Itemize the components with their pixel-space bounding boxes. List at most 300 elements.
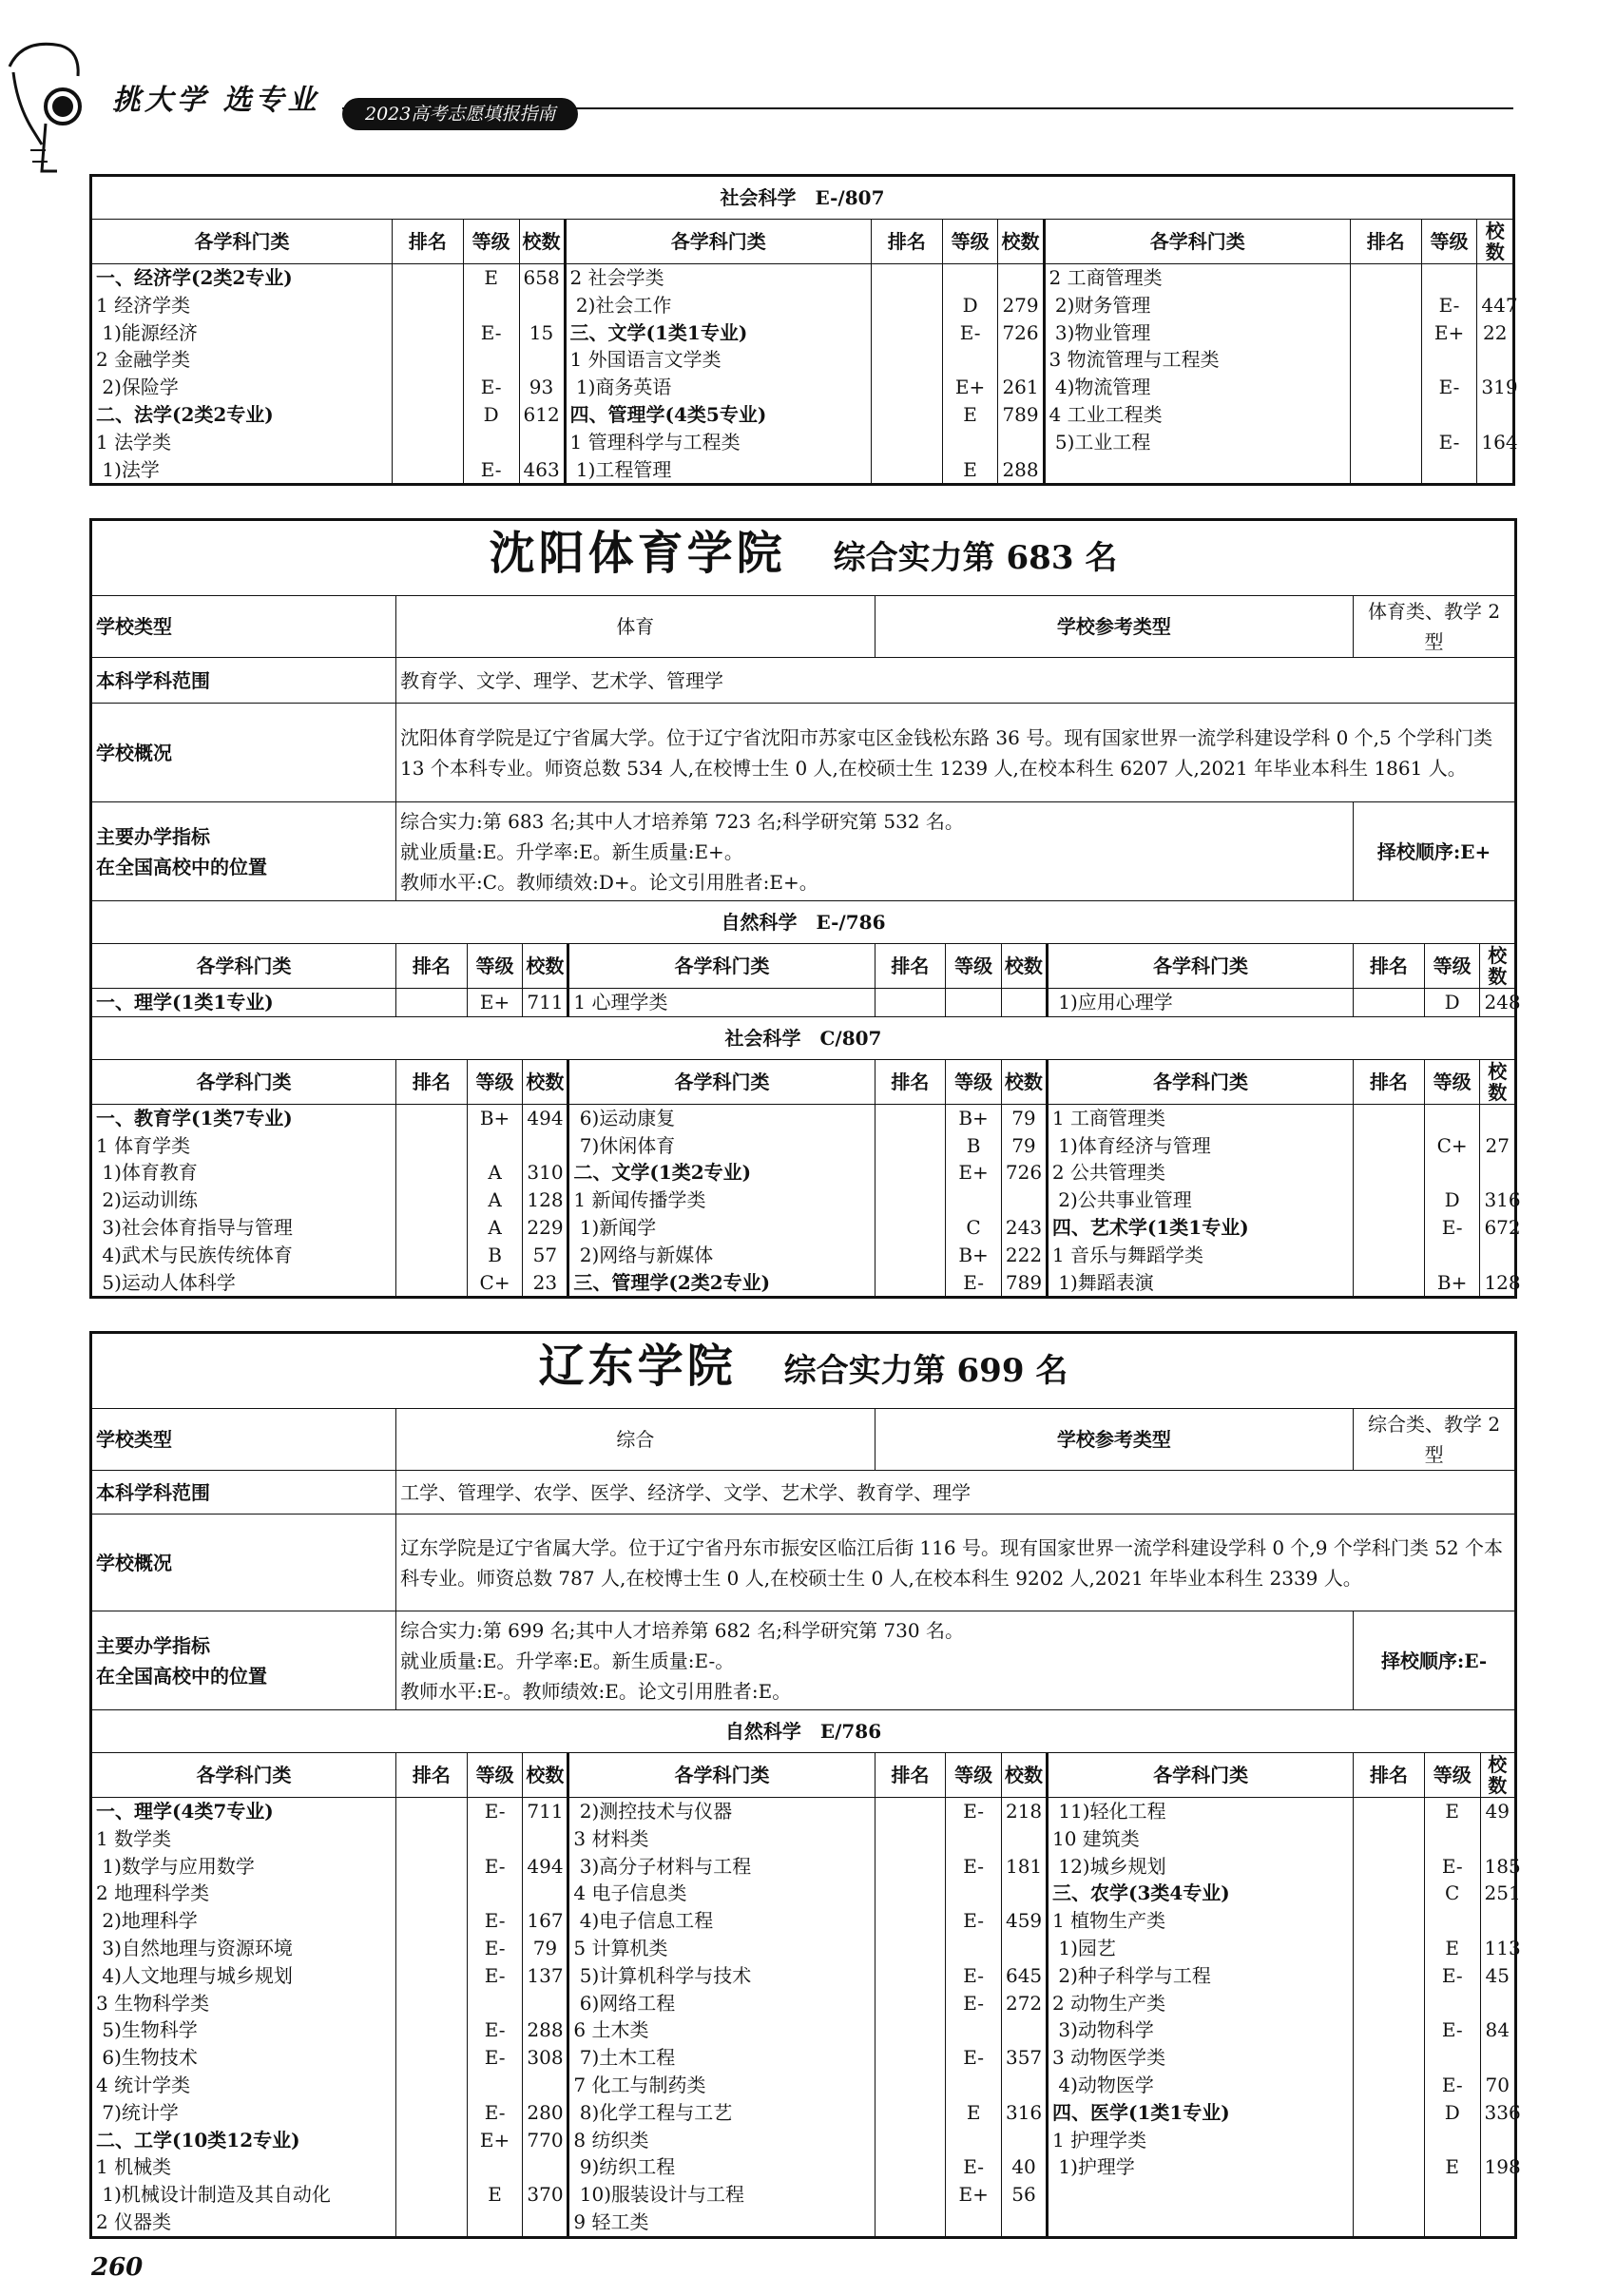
category-cell: 1)体育教育 [96,1161,198,1185]
overview: 沈阳体育学院是辽宁省属大学。位于辽宁省沈阳市苏家屯区金钱松东路 36 号。现有国家世界一流学科建设学科 0 个,5 个学科门类 13 个本科专业。师资总数 534 人,在校博士生 0 人,在校硕士生 1239 人,在校本科生 6207 人,2021 年毕业本科生 1861 人。 [396,704,1515,802]
rank-cell [400,1132,463,1160]
label-scope: 本科学科范围 [92,658,396,704]
category-cell: 7)土木工程 [573,2046,676,2070]
grade-column [467,989,523,1017]
grade-cell [468,292,515,319]
count-column [519,264,565,484]
grade-cell: E [1445,2155,1460,2179]
category-cell [1052,2209,1349,2236]
count-cell [1006,1935,1042,1962]
column-header-row: 各学科门类 排名 等级 校数 各学科门类 排名 等级 校数 各学科门类 排名 等级 校数 [92,1059,1515,1104]
label-school-type: 学校类型 [92,596,396,658]
grade-cell: E- [484,1854,506,1878]
count-cell [1006,2209,1042,2236]
rank-cell [879,1242,942,1269]
category-cell: 四、管理学(4类5专业) [569,402,767,426]
category-cell: 1 法学类 [96,430,172,453]
count-column [523,1104,568,1297]
category-cell: 1)体育经济与管理 [1051,1133,1211,1157]
category-cell: 4)武术与民族传统体育 [96,1243,293,1266]
column-header-row: 各学科门类 排名 等级 校数 各学科门类 排名 等级 校数 各学科门类 排名 等级 校数 [92,944,1515,989]
top-social-science-table [89,174,1518,486]
category-column [568,1104,875,1297]
count-cell: 658 [523,266,560,289]
scope: 教育学、文学、理学、艺术学、管理学 [396,658,1515,704]
rank-cell [1357,1269,1420,1297]
grade-cell: A [488,1215,502,1239]
category-column [568,989,875,1017]
grade-column [467,1798,523,2237]
count-cell: 316 [1484,1188,1521,1212]
grade-cell: E- [963,1854,985,1878]
count-column [1001,1798,1047,2237]
rank-column [1354,1798,1425,2237]
school-rank: 综合实力第 683 名 [833,539,1118,578]
category-cell: 1)数学与应用数学 [96,1854,255,1878]
category-cell: 5)生物科学 [96,2018,198,2042]
count-cell: 280 [527,2100,564,2124]
category-column [1044,264,1350,484]
rank-cell [400,1159,463,1187]
count-cell: 137 [527,1963,564,1987]
count-cell: 185 [1484,1854,1521,1878]
rank-cell [879,1187,942,1214]
category-cell: 3)社会体育指导与管理 [96,1215,293,1239]
count-cell: 251 [1484,1881,1521,1905]
rank-cell [875,401,938,429]
rank-cell [875,319,938,347]
category-column [92,1798,396,2237]
count-cell: 645 [1005,1963,1043,1987]
count-cell: 789 [1005,1270,1043,1294]
category-cell: 6)生物技术 [96,2046,198,2070]
grade-cell: E+ [958,2183,989,2207]
count-cell: 459 [1005,1909,1043,1933]
category-cell: 3 物流管理与工程类 [1049,348,1220,372]
category-column [565,264,871,484]
rank-cell [879,1935,942,1962]
grade-cell [471,1990,519,2017]
category-cell: 3)动物科学 [1051,2018,1154,2042]
count-cell [1485,1990,1510,2017]
count-cell: 222 [1005,1243,1043,1266]
count-cell: 15 [529,320,554,344]
count-cell: 218 [1005,1800,1043,1823]
grade-column [467,1104,523,1297]
rank-cell [400,1105,463,1132]
grade-cell [468,429,515,456]
count-cell: 357 [1005,2046,1043,2070]
rank-cell [400,2209,463,2236]
category-cell: 二、文学(1类2专业) [573,1161,752,1185]
count-cell: 79 [1011,1106,1036,1129]
rank-cell [1357,1798,1420,1825]
rank-cell [1357,1990,1420,2017]
rank-cell [1357,1242,1420,1269]
rank-cell [400,1242,463,1269]
label-indicators: 主要办学指标 在全国高校中的位置 [92,1611,396,1710]
category-cell: 1)机械设计制造及其自动化 [96,2183,331,2207]
count-cell: 463 [523,457,560,481]
school-card-shenyang [89,518,1521,1299]
rank-column [1354,989,1425,1017]
category-cell: 1)法学 [96,457,160,481]
rank-column [396,989,468,1017]
count-cell [1006,2016,1042,2044]
count-cell: 229 [527,1215,564,1239]
category-cell: 3)自然地理与资源环境 [96,1936,293,1959]
rank-cell [879,2153,942,2181]
category-cell: 6)网络工程 [573,1991,676,2015]
grade-cell: E- [963,2155,985,2179]
school-name: 辽东学院 [538,1340,737,1394]
count-cell: 128 [527,1188,564,1212]
count-cell: 316 [1005,2100,1043,2124]
grade-cell: E- [484,2100,506,2124]
discipline-block [92,1798,1515,2237]
category-cell: 2)财务管理 [1049,293,1151,317]
category-cell: 1)舞蹈表演 [1051,1270,1154,1294]
rank-column [396,1104,468,1297]
count-column [1001,1104,1047,1297]
grade-cell [1429,1105,1476,1132]
count-cell: 711 [527,991,564,1013]
rank-cell [400,1214,463,1242]
category-cell: 4 电子信息类 [573,1881,687,1905]
count-cell [1485,1825,1510,1853]
grade-cell: A [488,1161,502,1185]
school-name: 沈阳体育学院 [489,527,786,581]
label-ref-type: 学校参考类型 [875,596,1354,658]
rank-cell [396,456,459,484]
count-cell [1006,2127,1042,2154]
category-cell: 2 动物生产类 [1051,1991,1166,2015]
category-cell: 1 植物生产类 [1051,1909,1166,1933]
grade-cell: B+ [479,1106,510,1129]
rank-cell [400,1853,463,1881]
count-cell: 370 [527,2183,564,2207]
category-cell: 12)城乡规划 [1051,1854,1166,1878]
count-cell: 57 [532,1243,558,1266]
rank-cell [400,2072,463,2099]
school-title [92,521,1515,596]
social-section-title: 社会科学 C/807 [92,1016,1515,1059]
rank-cell [400,1880,463,1907]
grade-cell [950,2016,997,2044]
category-cell: 三、管理学(2类2专业) [573,1270,771,1294]
count-cell: 93 [529,376,554,399]
count-cell: 167 [527,1909,564,1933]
grade-cell [471,2072,519,2099]
count-column [1477,264,1518,484]
grade-column [1424,989,1480,1017]
grade-cell: E- [1441,2073,1463,2096]
rank-cell [400,1187,463,1214]
grade-cell [950,1880,997,1907]
grade-cell [1429,2044,1476,2072]
grade-cell: D [1444,991,1460,1013]
category-cell: 1 新闻传播学类 [573,1188,706,1212]
grade-cell [471,2209,519,2236]
grade-cell [950,2127,997,2154]
count-cell: 279 [1002,293,1039,317]
rank-cell [1357,1159,1420,1187]
column-header-row: 各学科门类 排名 等级 校数 各学科门类 排名 等级 校数 各学科门类 排名 等级 校数 [92,1753,1515,1798]
category-cell: 5)计算机科学与技术 [573,1963,752,1987]
count-cell [527,1990,563,2017]
count-cell: 49 [1485,1800,1510,1823]
rank-cell [1357,1132,1420,1160]
count-column [998,264,1044,484]
rank-cell [1355,374,1417,401]
count-cell [524,346,560,374]
category-cell: 3)物业管理 [1049,320,1151,344]
rank-cell [396,319,459,347]
brand-title: 挑大学 选专业 [112,84,320,117]
category-cell: 8)化学工程与工艺 [573,2100,733,2124]
rank-cell [879,2016,942,2044]
rank-cell [400,1798,463,1825]
grade-column [942,264,998,484]
rank-cell [400,2099,463,2127]
rank-cell [879,989,942,1016]
grade-cell: E- [480,320,502,344]
rank-cell [400,1269,463,1297]
count-cell [1481,346,1509,374]
rank-cell [396,264,459,292]
rank-cell [1357,2127,1420,2154]
grade-cell: E+ [479,2128,510,2151]
category-cell: 三、农学(3类4专业) [1051,1881,1230,1905]
category-cell: 10 建筑类 [1051,1826,1140,1850]
count-cell [527,2209,563,2236]
count-cell: 164 [1481,430,1518,453]
count-cell: 447 [1481,293,1518,317]
category-cell: 二、法学(2类2专业) [96,402,274,426]
rank-column [396,1798,468,2237]
grade-cell: E- [963,1909,985,1933]
count-cell [1484,1242,1510,1269]
category-cell: 2)公共事业管理 [1051,1188,1192,1212]
guide-subtitle: 2023高考志愿填报指南 [342,98,578,130]
mascot-icon [4,38,89,181]
count-cell [1002,346,1038,374]
category-cell: 一、理学(4类7专业) [96,1800,274,1823]
grade-cell: C [1445,1881,1460,1905]
category-cell: 2)地理科学 [96,1909,198,1933]
category-cell: 2)网络与新媒体 [573,1243,714,1266]
school-type: 体育 [396,596,875,658]
category-cell: 2 社会学类 [569,266,664,289]
grade-cell: E- [1441,1963,1463,1987]
grade-cell: E- [963,2046,985,2070]
rank-cell [879,1132,942,1160]
category-cell: 四、医学(1类1专业) [1051,2100,1230,2124]
count-cell: 336 [1484,2100,1521,2124]
category-cell: 2 地理科学类 [96,1881,210,1905]
grade-cell: E- [484,2046,506,2070]
rank-cell [1357,2181,1420,2209]
category-cell: 1 经济学类 [96,293,191,317]
count-cell: 70 [1485,2073,1510,2096]
grade-column [1424,1798,1480,2237]
rank-cell [400,2016,463,2044]
category-cell: 11)轻化工程 [1051,1800,1166,1823]
category-cell: 2 仪器类 [96,2209,172,2233]
ref-type: 体育类、教学 2 型 [1354,596,1515,658]
grade-cell: B+ [1436,1270,1468,1294]
rank-cell [875,429,938,456]
category-cell: 9 轻工类 [573,2209,649,2233]
grade-cell [1429,1907,1476,1935]
count-cell: 726 [1005,1161,1043,1185]
grade-column [946,989,1002,1017]
grade-cell: E- [484,1936,506,1959]
count-cell [1485,2127,1510,2154]
category-cell: 1 机械类 [96,2155,172,2179]
category-cell: 5)运动人体科学 [96,1270,236,1294]
grade-cell: B [966,1133,981,1157]
rank-cell [1355,401,1417,429]
category-cell: 2)保险学 [96,376,179,399]
count-cell [1006,1187,1042,1214]
label-school-type: 学校类型 [92,1409,396,1471]
grade-cell: B+ [958,1106,989,1129]
rank-cell [396,292,459,319]
category-cell: 四、艺术学(1类1专业) [1051,1215,1249,1239]
grade-cell: E [963,457,977,481]
rank-cell [1357,1880,1420,1907]
count-cell: 40 [1011,2155,1036,2179]
category-cell: 5)工业工程 [1049,430,1151,453]
rank-cell [400,2127,463,2154]
count-cell: 56 [1011,2183,1036,2207]
grade-cell: E- [1438,376,1460,399]
grade-cell: E- [959,320,981,344]
rank-cell [400,1935,463,1962]
count-cell: 22 [1482,320,1508,344]
overview: 辽东学院是辽宁省属大学。位于辽宁省丹东市振安区临江后街 116 号。现有国家世界一流学科建设学科 0 个,9 个学科门类 52 个本科专业。师资总数 787 人,在校博士生 0 人,在校硕士生 0 人,在校本科生 9202 人,2021 年毕业本科生 2339 人。 [396,1515,1515,1611]
grade-cell: E [488,2183,502,2207]
rank-cell [875,456,938,484]
page-header [0,0,1597,181]
rank-cell [1357,2153,1420,2181]
rank-cell [400,1907,463,1935]
count-cell: 789 [1002,402,1039,426]
category-cell: 6 土木类 [573,2018,649,2042]
category-cell: 1 体育学类 [96,1133,191,1157]
rank-cell [1357,1214,1420,1242]
count-cell [1481,264,1509,292]
category-cell: 1)园艺 [1051,1936,1116,1959]
category-cell: 4)物流管理 [1049,376,1151,399]
grade-cell: E- [484,1800,506,1823]
rank-cell [875,292,938,319]
rank-cell [879,1105,942,1132]
rank-cell [879,2044,942,2072]
rank-column [875,1798,946,2237]
rank-cell [879,1214,942,1242]
rank-cell [879,2127,942,2154]
category-column [1047,1798,1353,2237]
category-cell: 3)高分子材料与工程 [573,1854,752,1878]
grade-cell: E- [963,1991,985,2015]
grade-cell [1429,1159,1476,1187]
grade-cell [950,1935,997,1962]
count-cell [1485,2044,1510,2072]
category-column [568,1798,875,2237]
rank-cell [879,1853,942,1881]
grade-cell: E- [963,1800,985,1823]
grade-cell: E- [1438,430,1460,453]
category-cell: 1 护理学类 [1051,2128,1147,2151]
category-cell: 4 工业工程类 [1049,402,1163,426]
count-cell: 198 [1484,2155,1521,2179]
count-cell: 711 [527,1800,564,1823]
count-column [523,989,568,1017]
natural-section-title: 自然科学 E-/786 [92,901,1515,944]
grade-cell [1429,1825,1476,1853]
count-cell [527,1132,563,1160]
school-rank: 综合实力第 699 名 [783,1352,1068,1391]
grade-cell: E- [1441,1215,1463,1239]
category-cell: 3 动物医学类 [1051,2046,1166,2070]
category-cell: 1)工程管理 [569,457,672,481]
count-column [1480,989,1521,1017]
count-column [1001,989,1047,1017]
grade-cell [950,1825,997,1853]
grade-cell: B [488,1243,502,1266]
category-cell: 2)社会工作 [569,293,672,317]
rank-cell [1355,346,1417,374]
grade-cell [471,2153,519,2181]
grade-cell: D [483,402,499,426]
count-cell: 726 [1002,320,1039,344]
category-cell: 一、理学(1类1专业) [96,991,274,1013]
grade-cell: B+ [958,1243,989,1266]
count-cell [1485,2209,1510,2236]
grade-cell [468,346,515,374]
grade-cell: E [1445,1800,1460,1823]
grade-cell: E+ [958,1161,989,1185]
category-cell: 7)休闲体育 [573,1133,676,1157]
count-cell: 128 [1484,1270,1521,1294]
count-cell [1006,1880,1042,1907]
natural-section-title: 自然科学 E/786 [92,1710,1515,1753]
rank-cell [1355,292,1417,319]
grade-cell [471,1880,519,1907]
rank-cell [1357,1825,1420,1853]
count-cell: 310 [527,1161,564,1185]
rank-cell [879,2209,942,2236]
rank-column [1354,1104,1425,1297]
category-cell: 4)动物医学 [1051,2073,1154,2096]
rank-cell [879,1159,942,1187]
count-cell [527,2072,563,2099]
grade-cell: D [1444,1188,1460,1212]
grade-cell: C+ [479,1270,510,1294]
grade-cell: E- [480,376,502,399]
count-cell [1481,401,1509,429]
grade-cell [950,989,997,1016]
grade-cell: D [962,293,978,317]
grade-cell [950,2072,997,2099]
scope: 工学、管理学、农学、医学、经济学、文学、艺术学、教育学、理学 [396,1471,1515,1515]
grade-cell: E- [1438,293,1460,317]
indicators: 综合实力:第 683 名;其中人才培养第 723 名;科学研究第 532 名。 就业质量:E。升学率:E。新生质量:E+。 教师水平:C。教师绩效:D+。论文引用胜者:E+。 [396,802,1354,901]
rank-cell [1355,264,1417,292]
grade-cell [947,264,994,292]
